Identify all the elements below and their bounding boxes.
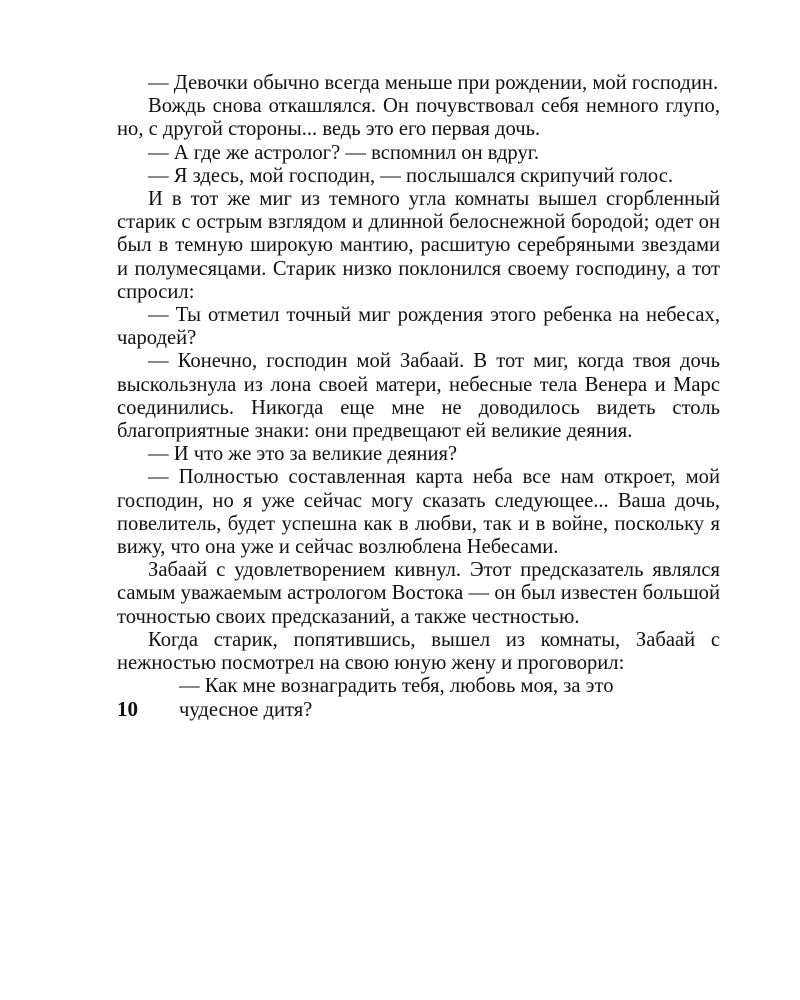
page-number: 10 bbox=[117, 697, 138, 722]
paragraph-5: И в тот же миг из темного угла комнаты вышел сгорбленный старик с острым взглядом и длинной белоснежной бородой; одет он был в темную широкую мантию, расшитую серебряными звездами и полумесяцами. Старик низко поклонился своему господину, а тот спросил: bbox=[117, 188, 720, 303]
paragraph-3: — А где же астролог? — вспомнил он вдруг. bbox=[148, 141, 540, 164]
paragraph-6: — Ты отметил точный миг рождения этого ребенка на небесах, чародей? bbox=[117, 304, 720, 350]
page-footer-line bbox=[117, 698, 720, 722]
paragraph-2: Вождь снова откашлялся. Он почувствовал себя немного глупо, но, с другой стороны... ведь это его первая дочь. bbox=[117, 95, 720, 141]
book-page bbox=[117, 72, 720, 723]
paragraph-8: — И что же это за великие деяния? bbox=[148, 443, 458, 466]
paragraph-4: — Я здесь, мой господин, — послышался скрипучий голос. bbox=[148, 164, 673, 187]
paragraph-12-continuation: чудесное дитя? bbox=[179, 699, 313, 722]
paragraph-12: — Как мне вознаградить тебя, любовь моя, за это bbox=[179, 675, 614, 698]
paragraph-11: Когда старик, попятившись, вышел из комнаты, Забаай с нежностью посмотрел на свою юную жену и проговорил: bbox=[117, 628, 720, 675]
paragraph-7: — Конечно, господин мой Забаай. В тот миг, когда твоя дочь выскользнула из лона своей матери, небесные тела Венера и Марс соединились. Никогда еще мне не доводилось видеть столь благоприятные знаки: они предвещают ей великие деяния. bbox=[117, 350, 720, 443]
paragraph-10: Забаай с удовлетворением кивнул. Этот предсказатель являлся самым уважаемым астрологом Востока — он был известен большой точностью своих предсказаний, а также честностью. bbox=[117, 559, 720, 628]
paragraph-1: — Девочки обычно всегда меньше при рождении, мой господин. bbox=[148, 72, 719, 94]
paragraph-9: — Полностью составленная карта неба все нам откроет, мой господин, но я уже сейчас могу сказать следующее... Ваша дочь, повелитель, будет успешна как в любви, так и в войне, поскольку я вижу, что она уже и сейчас возлюблена Небесами. bbox=[117, 466, 720, 559]
